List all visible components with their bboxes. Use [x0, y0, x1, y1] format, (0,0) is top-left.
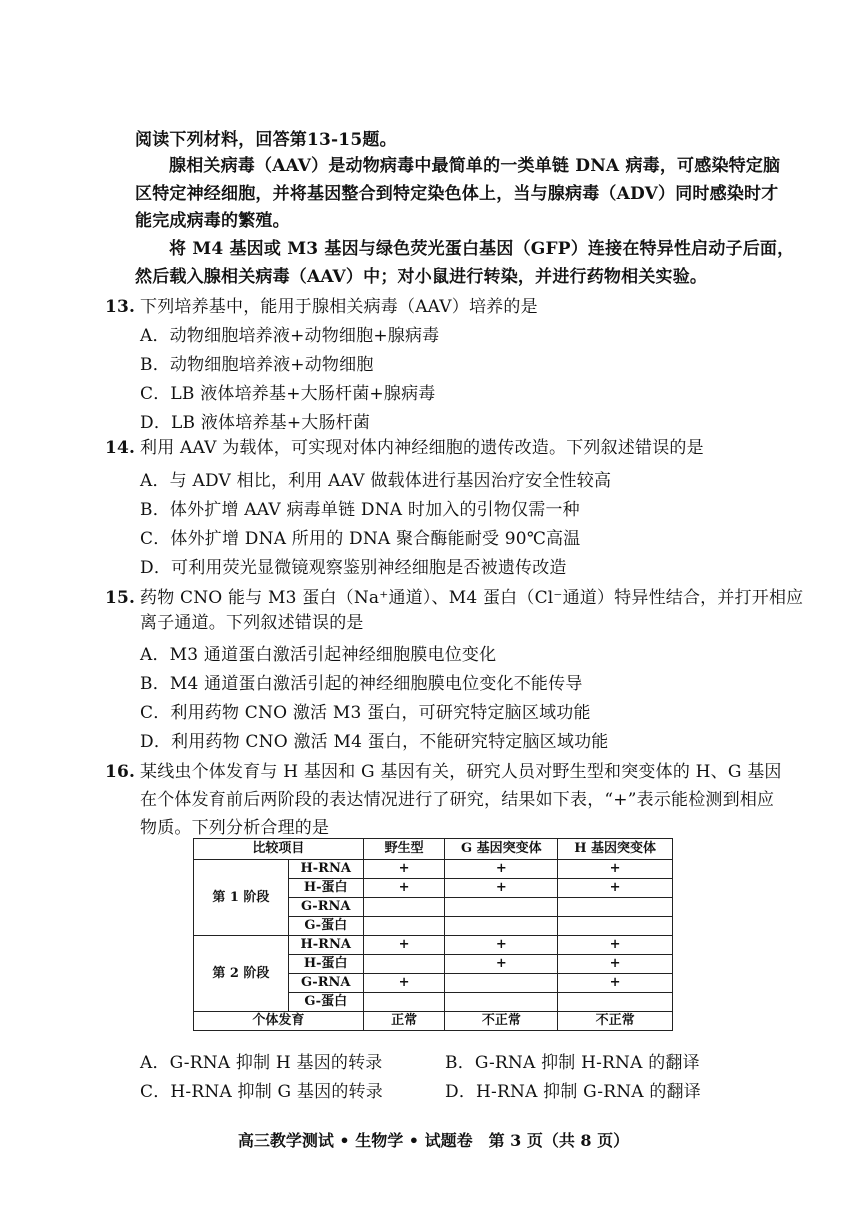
- table-cell: [445, 898, 558, 917]
- item-label: G-RNA: [288, 898, 363, 917]
- table-cell: 正常: [363, 1012, 445, 1031]
- table-cell: [558, 993, 673, 1012]
- table-header-g-mutant: G 基因突变体: [445, 839, 558, 860]
- table-header-row: [194, 839, 673, 860]
- table-cell: 不正常: [445, 1012, 558, 1031]
- stage-1-label: 第 1 阶段: [194, 860, 289, 936]
- intro-para1-line1: 腺相关病毒（AAV）是动物病毒中最简单的一类单链 DNA 病毒，可感染特定脑: [169, 156, 781, 176]
- intro-para2-line1: 将 M4 基因或 M3 基因与绿色荧光蛋白基因（GFP）连接在特异性启动子后面，: [169, 239, 795, 259]
- table-cell: +: [558, 955, 673, 974]
- table-cell: +: [445, 936, 558, 955]
- table-cell: +: [363, 860, 445, 879]
- item-label: H-RNA: [288, 936, 363, 955]
- question-15-option-d: D．利用药物 CNO 激活 M4 蛋白，不能研究特定脑区域功能: [140, 732, 609, 752]
- item-label: G-RNA: [288, 974, 363, 993]
- table-cell: +: [445, 860, 558, 879]
- table-cell: [445, 974, 558, 993]
- question-16-number: 16.: [105, 762, 136, 782]
- table-cell: +: [558, 860, 673, 879]
- question-14-stem: 利用 AAV 为载体，可实现对体内神经细胞的遗传改造。下列叙述错误的是: [140, 438, 704, 458]
- table-cell: +: [558, 879, 673, 898]
- table-row: [194, 860, 673, 879]
- reading-heading: 阅读下列材料，回答第13-15题。: [135, 130, 397, 150]
- table-cell: [363, 955, 445, 974]
- table-cell: [558, 917, 673, 936]
- table-cell: [363, 898, 445, 917]
- question-13-stem: 下列培养基中，能用于腺相关病毒（AAV）培养的是: [140, 297, 538, 317]
- table-cell: +: [558, 974, 673, 993]
- stage-2-label: 第 2 阶段: [194, 936, 289, 1012]
- item-label: H-蛋白: [288, 879, 363, 898]
- question-14-option-a: A．与 ADV 相比，利用 AAV 做载体进行基因治疗安全性较高: [140, 471, 612, 491]
- question-15-option-a: A．M3 通道蛋白激活引起神经细胞膜电位变化: [140, 645, 497, 665]
- question-14-option-b: B．体外扩增 AAV 病毒单链 DNA 时加入的引物仅需一种: [140, 500, 580, 520]
- intro-para1-line2: 区特定神经细胞，并将基因整合到特定染色体上，当与腺病毒（ADV）同时感染时才: [135, 184, 779, 204]
- item-label: H-蛋白: [288, 955, 363, 974]
- table-cell: +: [363, 936, 445, 955]
- intro-para1-line3: 能完成病毒的繁殖。: [135, 211, 290, 231]
- question-15-number: 15.: [105, 588, 136, 608]
- question-13-number: 13.: [105, 297, 136, 317]
- question-16-stem-line1: 某线虫个体发育与 H 基因和 G 基因有关，研究人员对野生型和突变体的 H、G 基因: [140, 762, 782, 782]
- question-16-option-d: D．H-RNA 抑制 G-RNA 的翻译: [445, 1082, 701, 1102]
- question-15-option-c: C．利用药物 CNO 激活 M3 蛋白，可研究特定脑区域功能: [140, 703, 591, 723]
- question-15-option-b: B．M4 通道蛋白激活引起的神经细胞膜电位变化不能传导: [140, 674, 583, 694]
- table-cell: [445, 917, 558, 936]
- page-footer: 高三教学测试 • 生物学 • 试题卷 第 3 页（共 8 页）: [237, 1131, 630, 1150]
- expression-table: [193, 838, 673, 1031]
- question-16-option-a: A．G-RNA 抑制 H 基因的转录: [140, 1053, 383, 1073]
- question-16-stem-line3: 物质。下列分析合理的是: [140, 818, 330, 838]
- question-14-option-d: D．可利用荧光显微镜观察鉴别神经细胞是否被遗传改造: [140, 558, 567, 578]
- question-13-option-b: B．动物细胞培养液+动物细胞: [140, 355, 374, 375]
- table-cell: +: [363, 974, 445, 993]
- table-cell: +: [558, 936, 673, 955]
- table-cell: 不正常: [558, 1012, 673, 1031]
- table-cell: [363, 917, 445, 936]
- question-15-stem-line2: 离子通道。下列叙述错误的是: [140, 613, 364, 633]
- table-header-wildtype: 野生型: [363, 839, 445, 860]
- table-header-h-mutant: H 基因突变体: [558, 839, 673, 860]
- item-label: G-蛋白: [288, 993, 363, 1012]
- question-16-option-b: B．G-RNA 抑制 H-RNA 的翻译: [445, 1053, 700, 1073]
- item-label: H-RNA: [288, 860, 363, 879]
- table-row: [194, 936, 673, 955]
- question-13-option-a: A．动物细胞培养液+动物细胞+腺病毒: [140, 326, 440, 346]
- question-14-number: 14.: [105, 438, 136, 458]
- table-row-development: [194, 1012, 673, 1031]
- question-13-option-c: C．LB 液体培养基+大肠杆菌+腺病毒: [140, 384, 436, 404]
- table-header-item: 比较项目: [194, 839, 364, 860]
- table-cell: [558, 898, 673, 917]
- question-14-option-c: C．体外扩增 DNA 所用的 DNA 聚合酶能耐受 90℃高温: [140, 529, 581, 549]
- development-label: 个体发育: [194, 1012, 364, 1031]
- intro-para2-line2: 然后载入腺相关病毒（AAV）中；对小鼠进行转染，并进行药物相关实验。: [135, 267, 708, 287]
- question-16-stem-line2: 在个体发育前后两阶段的表达情况进行了研究，结果如下表，“+”表示能检测到相应: [140, 790, 775, 810]
- question-15-stem-line1: 药物 CNO 能与 M3 蛋白（Na⁺通道）、M4 蛋白（Cl⁻通道）特异性结合，并打开相应: [140, 588, 804, 608]
- table-cell: [363, 993, 445, 1012]
- question-13-option-d: D．LB 液体培养基+大肠杆菌: [140, 413, 371, 433]
- item-label: G-蛋白: [288, 917, 363, 936]
- question-16-option-c: C．H-RNA 抑制 G 基因的转录: [140, 1082, 383, 1102]
- table-cell: +: [445, 955, 558, 974]
- table-cell: +: [363, 879, 445, 898]
- table-cell: [445, 993, 558, 1012]
- table-cell: +: [445, 879, 558, 898]
